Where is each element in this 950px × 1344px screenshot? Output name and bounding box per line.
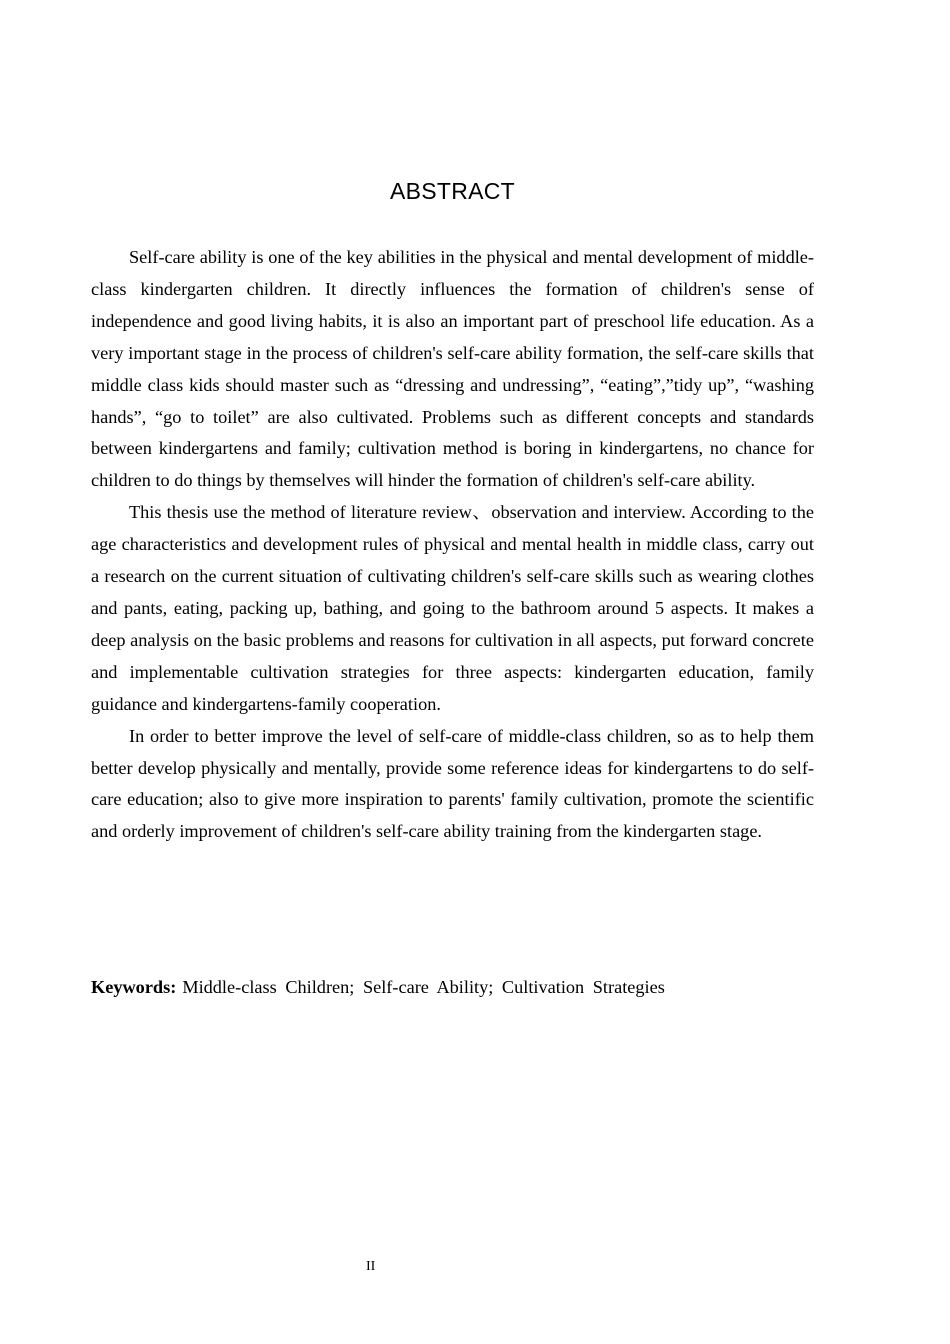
page-number: II: [366, 1259, 376, 1274]
abstract-paragraph-1: Self-care ability is one of the key abilities in the physical and mental development of middle-class kindergarten children. It directly influences the formation of children's sense of independence and good living habits, it is also an important part of preschool life education. As a very important stage in the process of children's self-care ability formation, the self-care skills that middle class kids should master such as “dressing and undressing”, “eating”,”tidy up”, “washing hands”, “go to toilet” are also cultivated. Problems such as different concepts and standards between kindergartens and family; cultivation method is boring in kindergartens, no chance for children to do things by themselves will hinder the formation of children's self-care ability.: [91, 247, 814, 491]
keywords-line: [91, 973, 665, 1001]
keywords-label: Keywords:: [91, 977, 177, 997]
abstract-paragraph-2: This thesis use the method of literature review、observation and interview. According to the age characteristics and development rules of physical and mental health in middle class, carry out a research on the current situation of cultivating children's self-care skills such as wearing clothes and pants, eating, packing up, bathing, and going to the bathroom around 5 aspects. It makes a deep analysis on the basic problems and reasons for cultivation in all aspects, put forward concrete and implementable cultivation strategies for three aspects: kindergarten education, family guidance and kindergartens-family cooperation.: [91, 502, 814, 714]
abstract-paragraph-3: In order to better improve the level of self-care of middle-class children, so as to help them better develop physically and mentally, provide some reference ideas for kindergartens to do self-care education; also to give more inspiration to parents' family cultivation, promote the scientific and orderly improvement of children's self-care ability training from the kindergarten stage.: [91, 725, 814, 842]
abstract-title: ABSTRACT: [389, 178, 516, 204]
keywords-list: Middle-class Children; Self-care Ability; Cultivation Strategies: [182, 977, 665, 997]
abstract-body: [91, 242, 814, 848]
